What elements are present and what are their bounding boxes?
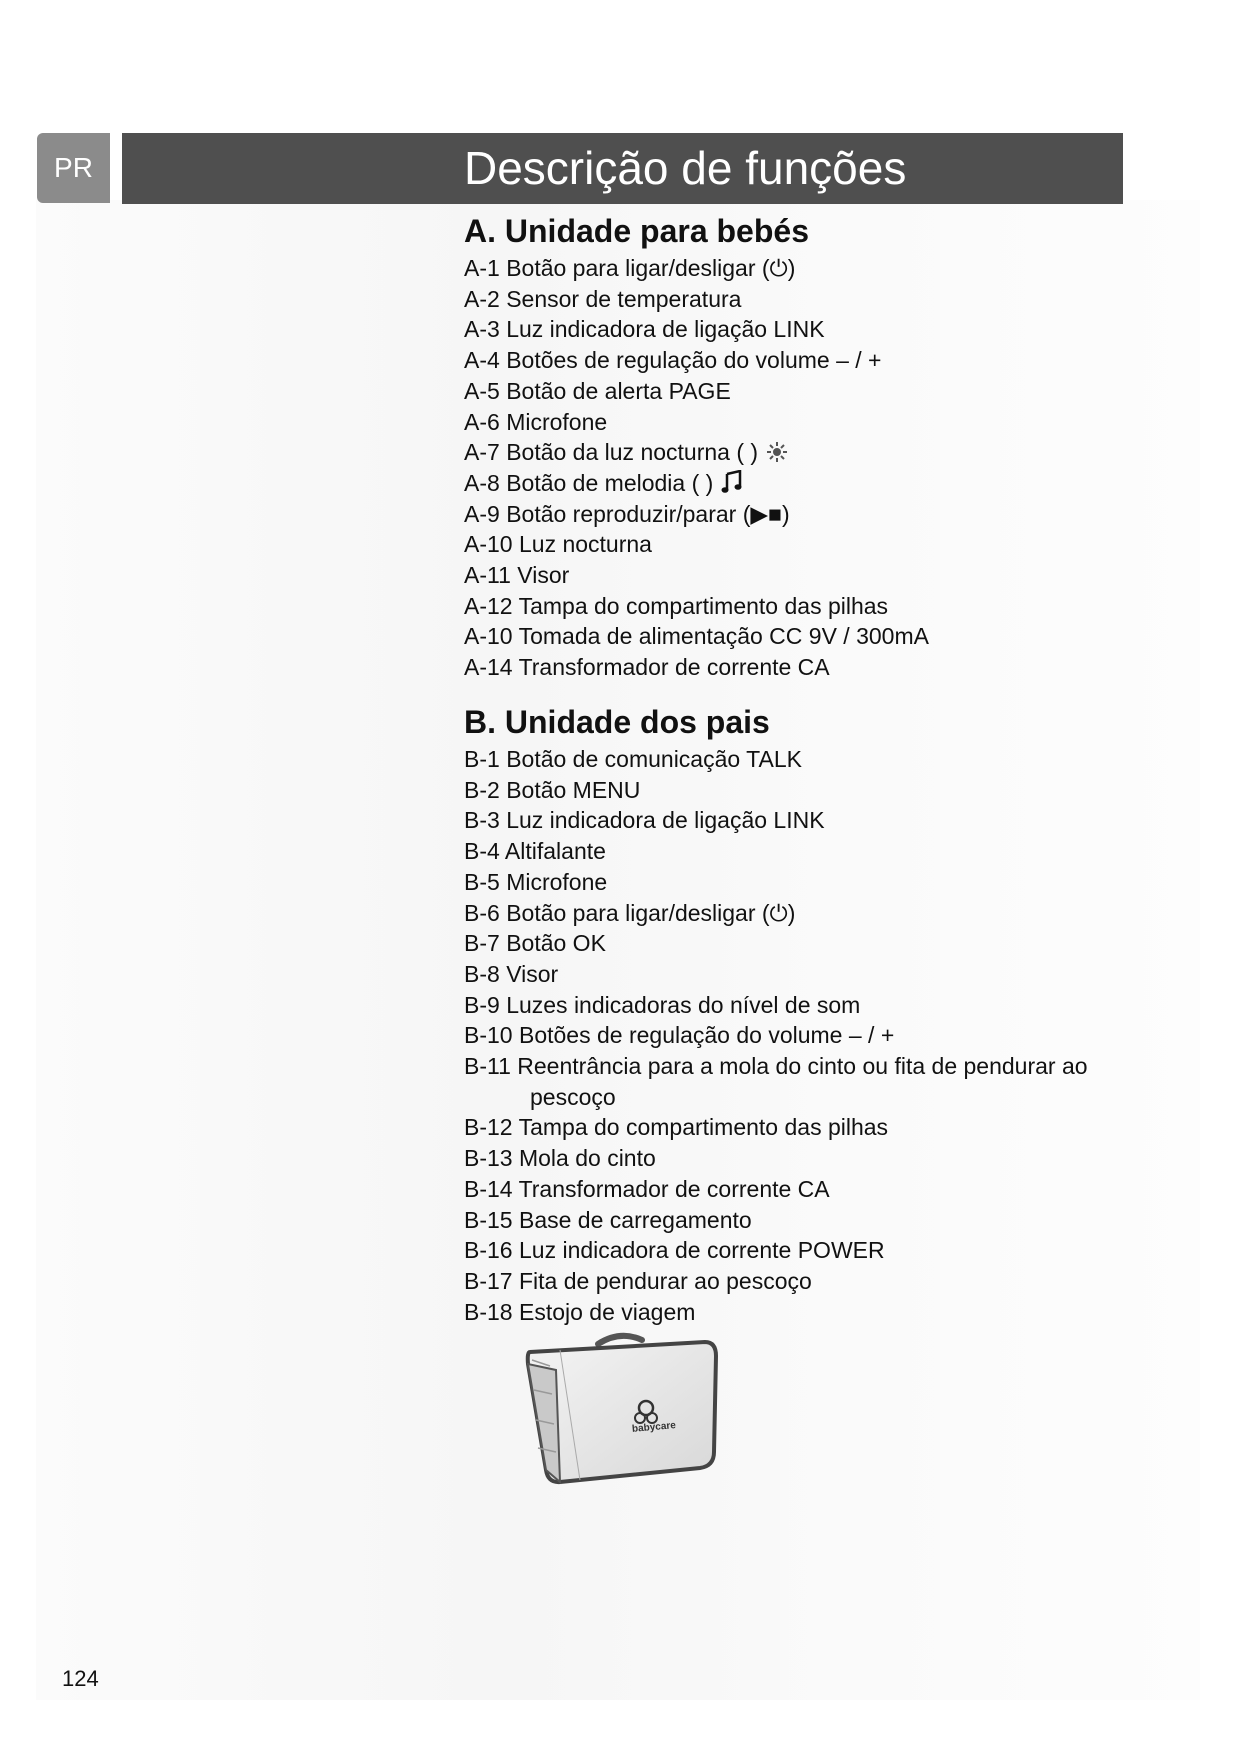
item-label: Tampa do compartimento das pilhas bbox=[518, 1114, 889, 1141]
item-label: Estojo de viagem bbox=[518, 1298, 696, 1325]
item-code: B-11 bbox=[464, 1053, 511, 1080]
item-label: Tomada de alimentação CC 9V / 300mA bbox=[518, 623, 929, 650]
melody-note-icon bbox=[721, 470, 743, 494]
item-label: Luz indicadora de ligação LINK bbox=[506, 316, 825, 343]
night-light-icon bbox=[766, 441, 788, 463]
language-tab: PR bbox=[37, 133, 110, 203]
item-label: Altifalante bbox=[504, 838, 606, 865]
item-label: Luz indicadora de corrente POWER bbox=[518, 1237, 885, 1264]
list-item bbox=[464, 621, 1114, 652]
item-label: Botão para ligar/desligar (⏻) bbox=[506, 255, 796, 281]
item-code: A-5 bbox=[464, 377, 500, 404]
list-item bbox=[464, 775, 1114, 806]
item-label: Mola do cinto bbox=[518, 1145, 656, 1172]
item-code: B-10 bbox=[464, 1022, 513, 1049]
list-item bbox=[464, 376, 1114, 407]
list-item bbox=[464, 805, 1114, 836]
item-code: B-15 bbox=[464, 1206, 513, 1233]
item-code: A-2 bbox=[464, 285, 500, 312]
item-code: B-18 bbox=[464, 1298, 513, 1325]
item-label: Botão MENU bbox=[506, 776, 641, 803]
item-label: Botão de comunicação TALK bbox=[506, 746, 802, 772]
item-code: B-6 bbox=[464, 899, 500, 926]
item-code: B-3 bbox=[464, 807, 500, 834]
item-code: A-7 bbox=[464, 439, 500, 466]
item-label: Botão de alerta PAGE bbox=[506, 377, 731, 404]
item-code: A-4 bbox=[464, 347, 500, 374]
list-item bbox=[464, 437, 1114, 468]
list-item bbox=[464, 468, 1114, 499]
list-item bbox=[464, 529, 1114, 560]
list-item bbox=[464, 1051, 1114, 1112]
list-item bbox=[464, 928, 1114, 959]
item-label: Botão reproduzir/parar (▶■) bbox=[506, 500, 790, 527]
page-title: Descrição de funções bbox=[464, 142, 907, 194]
item-label: Luzes indicadoras do nível de som bbox=[506, 991, 861, 1018]
list-item bbox=[464, 1266, 1114, 1297]
item-label: Visor bbox=[506, 960, 559, 987]
item-label: Luz indicadora de ligação LINK bbox=[506, 807, 825, 834]
item-code: B-13 bbox=[464, 1145, 513, 1172]
item-label: Transformador de corrente CA bbox=[518, 654, 830, 681]
item-label: Sensor de temperatura bbox=[506, 285, 742, 312]
item-code: A-11 bbox=[464, 562, 511, 589]
item-code: B-9 bbox=[464, 991, 500, 1018]
item-label: Base de carregamento bbox=[518, 1206, 752, 1233]
list-item bbox=[464, 1297, 1114, 1328]
list-item bbox=[464, 1174, 1114, 1205]
item-code: A-12 bbox=[464, 592, 513, 619]
section-parent-unit bbox=[464, 700, 1114, 1327]
item-code: B-8 bbox=[464, 960, 500, 987]
list-item bbox=[464, 253, 1114, 284]
item-label: Reentrância para a mola do cinto ou fita de pendurar ao pescoço bbox=[517, 1053, 1088, 1110]
list-item bbox=[464, 652, 1114, 683]
list-item bbox=[464, 867, 1114, 898]
item-code: A-1 bbox=[464, 255, 500, 281]
item-label: Botão OK bbox=[506, 930, 606, 957]
travel-case-illustration bbox=[520, 1330, 730, 1490]
list-item bbox=[464, 591, 1114, 622]
item-label: Visor bbox=[517, 562, 570, 589]
item-code: B-4 bbox=[464, 838, 500, 865]
item-code: B-12 bbox=[464, 1114, 513, 1141]
item-code: A-10 bbox=[464, 623, 513, 650]
item-code: B-16 bbox=[464, 1237, 513, 1264]
item-label: Botão de melodia ( ) bbox=[506, 469, 714, 496]
item-code: B-17 bbox=[464, 1267, 513, 1294]
list-item bbox=[464, 499, 1114, 530]
item-code: A-9 bbox=[464, 500, 500, 527]
list-item bbox=[464, 990, 1114, 1021]
item-label: Fita de pendurar ao pescoço bbox=[518, 1267, 812, 1294]
item-code: B-14 bbox=[464, 1175, 513, 1202]
item-code: B-7 bbox=[464, 930, 500, 957]
item-label: Botões de regulação do volume – / + bbox=[518, 1022, 895, 1049]
item-code: A-8 bbox=[464, 469, 500, 496]
list-item bbox=[464, 560, 1114, 591]
item-label: Microfone bbox=[506, 408, 608, 435]
section-heading: B. Unidade dos pais bbox=[464, 704, 770, 740]
item-list bbox=[464, 253, 1114, 683]
list-item bbox=[464, 1112, 1114, 1143]
list-item bbox=[464, 314, 1114, 345]
list-item bbox=[464, 959, 1114, 990]
list-item bbox=[464, 1143, 1114, 1174]
list-item bbox=[464, 1235, 1114, 1266]
item-label: Tampa do compartimento das pilhas bbox=[518, 592, 889, 619]
page-number: 124 bbox=[62, 1666, 99, 1691]
list-item bbox=[464, 1205, 1114, 1236]
title-bar bbox=[122, 133, 1123, 204]
item-code: B-2 bbox=[464, 776, 500, 803]
item-list bbox=[464, 744, 1114, 1327]
list-item bbox=[464, 744, 1114, 775]
item-label: Botões de regulação do volume – / + bbox=[506, 347, 882, 374]
case-logo: babycare bbox=[631, 1420, 677, 1435]
item-code: B-5 bbox=[464, 868, 500, 895]
section-heading: A. Unidade para bebés bbox=[464, 213, 809, 249]
item-code: A-3 bbox=[464, 316, 500, 343]
list-item bbox=[464, 407, 1114, 438]
list-item bbox=[464, 836, 1114, 867]
item-code: A-10 bbox=[464, 531, 513, 558]
item-label: Transformador de corrente CA bbox=[518, 1175, 830, 1202]
item-label: Botão para ligar/desligar (⏻) bbox=[506, 899, 796, 926]
section-baby-unit bbox=[464, 209, 1114, 683]
item-label: Botão da luz nocturna ( ) bbox=[506, 439, 759, 466]
item-code: B-1 bbox=[464, 746, 500, 772]
item-label: Luz nocturna bbox=[518, 531, 652, 558]
item-code: A-14 bbox=[464, 654, 513, 681]
list-item bbox=[464, 345, 1114, 376]
list-item bbox=[464, 284, 1114, 315]
item-code: A-6 bbox=[464, 408, 500, 435]
item-label: Microfone bbox=[506, 868, 608, 895]
list-item bbox=[464, 1020, 1114, 1051]
list-item bbox=[464, 898, 1114, 929]
